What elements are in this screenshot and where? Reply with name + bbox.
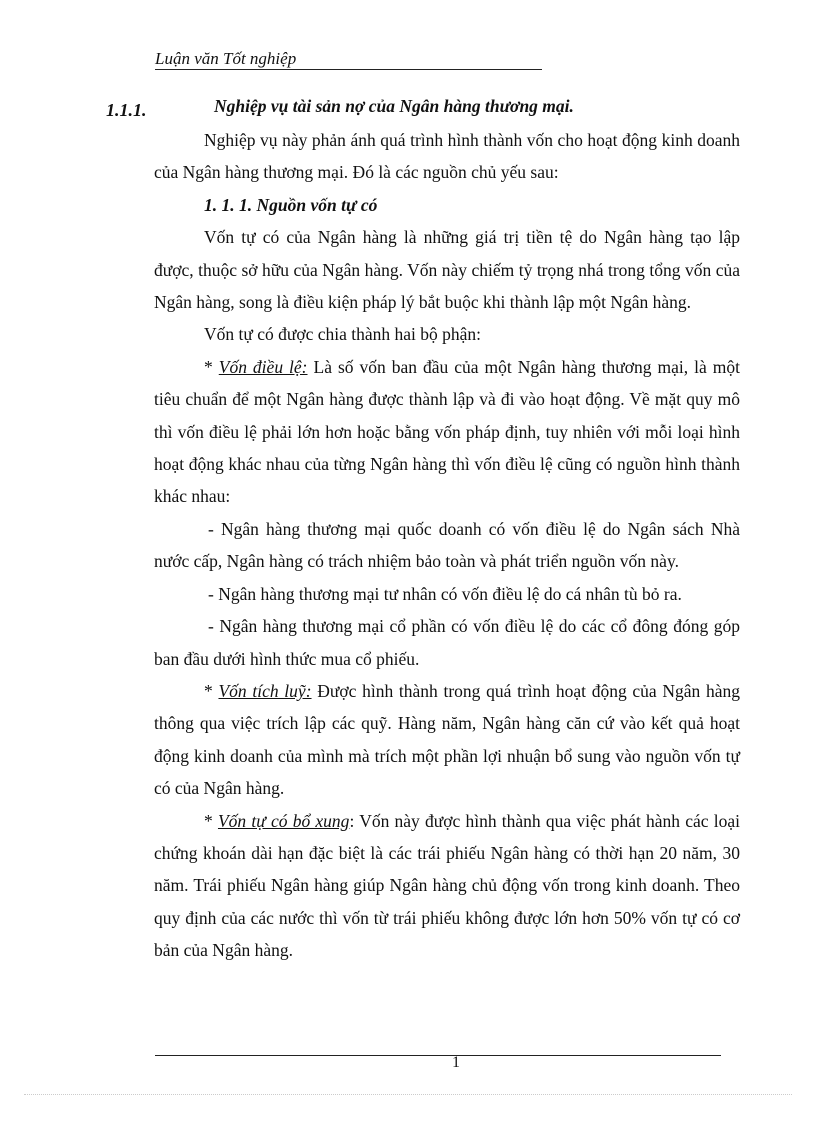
section-number: 1.1.1. <box>106 100 147 120</box>
page-bottom-border <box>24 1094 792 1095</box>
list-item-private-bank: - Ngân hàng thương mại tư nhân có vốn điều lệ do cá nhân tù bỏ ra. <box>208 583 682 604</box>
bullet-marker: * <box>204 810 218 831</box>
section-title: Nghiệp vụ tài sản nợ của Ngân hàng thương mại. <box>214 96 574 116</box>
accumulated-capital-text: Được hình thành trong quá trình hoạt động của Ngân hàng thông qua việc trích lập các quỹ. Hàng năm, Ngân hàng căn cứ vào kết quả hoạt động kinh doanh của mình mà trích một phần lợi nhuận bổ sung vào nguồn vốn tự có của Ngân hàng. <box>154 680 741 799</box>
paragraph-charter-capital <box>154 351 740 513</box>
bullet-marker: * <box>204 356 219 377</box>
term-accumulated-capital: Vốn tích luỹ: <box>218 680 312 701</box>
charter-capital-text: Là số vốn ban đầu của một Ngân hàng thương mại, là một tiêu chuẩn để một Ngân hàng được thành lập và đi vào hoạt động. Về mặt quy mô thì vốn điều lệ phải lớn hơn hoặc bằng vốn pháp định, tuy nhiên với mỗi loại hình hoạt động khác nhau của từng Ngân hàng thì vốn điều lệ cũng có nguồn hình thành khác nhau: <box>154 356 740 507</box>
supplementary-capital-text: : Vốn này được hình thành qua việc phát hành các loại chứng khoán dài hạn đặc biệt là các trái phiếu Ngân hàng có thời hạn 20 năm, 30 năm. Trái phiếu Ngân hàng giúp Ngân hàng chủ động vốn trong kinh doanh. Theo quy định của các nước thì vốn từ trái phiếu không được lớn hơn 50% vốn tự có cơ bản của Ngân hàng. <box>154 810 741 961</box>
page-number: 1 <box>452 1054 460 1071</box>
footer-divider <box>155 1055 721 1056</box>
term-charter-capital: Vốn điều lệ: <box>218 356 308 377</box>
term-supplementary-capital: Vốn tự có bổ xung <box>217 810 350 831</box>
subsection-heading: 1. 1. 1. Nguồn vốn tự có <box>204 194 378 215</box>
document-body <box>154 124 740 967</box>
paragraph-intro: Nghiệp vụ này phản ánh quá trình hình thành vốn cho hoạt động kinh doanh của Ngân hàng thương mại. Đó là các nguồn chủ yếu sau: <box>154 130 740 183</box>
page-header: Luận văn Tốt nghiệp <box>155 49 542 70</box>
list-item-joint-stock-bank: - Ngân hàng thương mại cổ phần có vốn điều lệ do các cổ đông đóng góp ban đầu dưới hình thức mua cổ phiếu. <box>154 616 740 669</box>
paragraph-definition: Vốn tự có của Ngân hàng là những giá trị tiền tệ do Ngân hàng tạo lập được, thuộc sở hữu của Ngân hàng. Vốn này chiếm tỷ trọng nhá trong tổng vốn của Ngân hàng, song là điều kiện pháp lý bắt buộc khi thành lập một Ngân hàng. <box>154 227 740 313</box>
paragraph-accumulated-capital <box>154 675 740 805</box>
bullet-marker: * <box>204 680 219 701</box>
paragraph-division: Vốn tự có được chia thành hai bộ phận: <box>204 324 482 345</box>
list-item-state-bank: - Ngân hàng thương mại quốc doanh có vốn điều lệ do Ngân sách Nhà nước cấp, Ngân hàng có trách nhiệm bảo toàn và phát triển nguồn vốn này. <box>154 518 740 572</box>
paragraph-supplementary-capital <box>154 805 740 967</box>
